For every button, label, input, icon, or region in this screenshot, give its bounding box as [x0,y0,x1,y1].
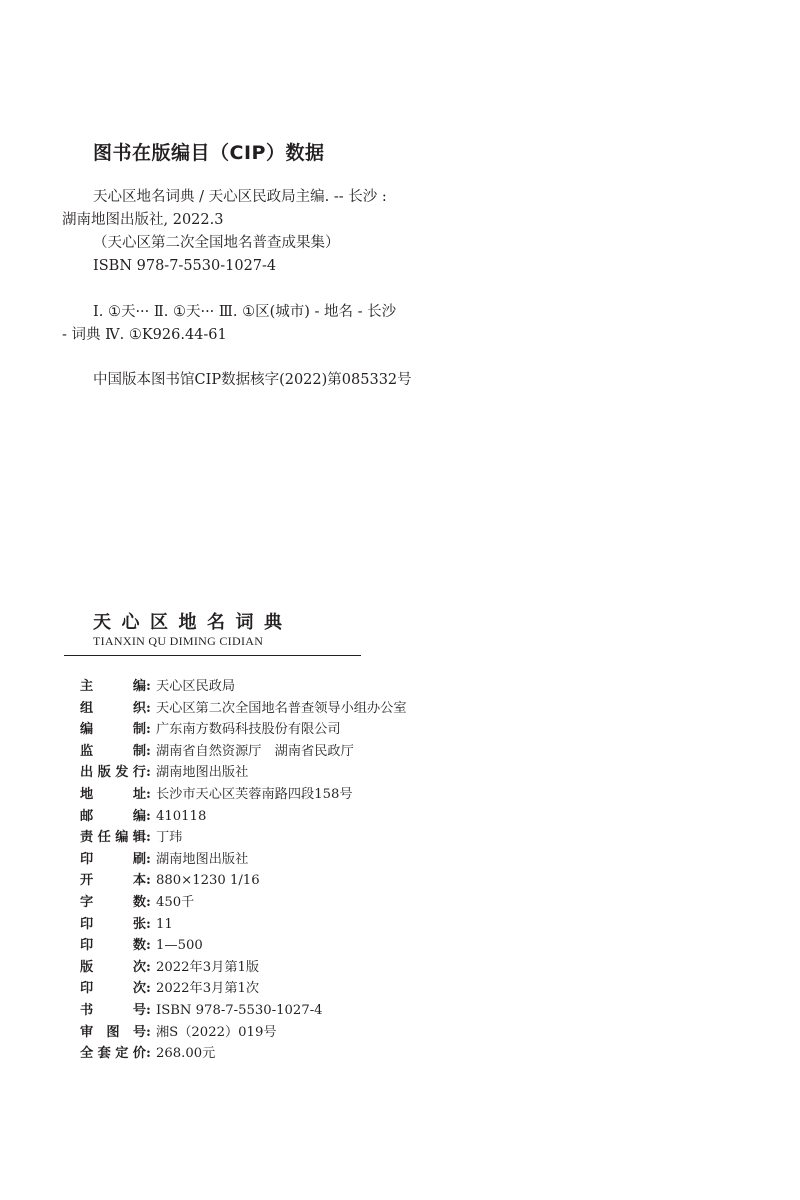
info-value: 广东南方数码科技股份有限公司 [156,722,341,738]
info-row [80,892,407,914]
info-value: 天心区民政局 [156,679,236,694]
info-value: 2022年3月第1版 [156,959,260,975]
info-value: 2022年3月第1次 [156,981,260,997]
info-row [80,870,407,892]
info-label: 印 刷 [80,851,146,867]
info-value: 丁玮 [156,830,183,846]
info-label: 审 图 号 [80,1024,146,1040]
info-value: ISBN 978-7-5530-1027-4 [156,1002,323,1018]
info-label: 组 织 [80,700,146,716]
info-label: 全 套 定 价 [80,1046,146,1062]
info-row [80,957,407,979]
info-value: 11 [156,916,173,932]
info-label: 印 数 [80,938,146,954]
info-colon: : [146,700,151,716]
info-value: 268.00元 [156,1046,216,1062]
info-label: 主 编 [80,679,146,694]
info-value: 长沙市天心区芙蓉南路四段158号 [156,786,353,802]
info-value: 880×1230 1/16 [156,873,260,889]
cip-record [62,186,462,392]
info-colon: : [146,938,151,954]
info-row [80,762,407,784]
info-label: 字 数 [80,894,146,910]
info-colon: : [146,722,151,738]
info-value: 天心区第二次全国地名普查领导小组办公室 [156,700,407,716]
info-label: 开 本 [80,873,146,889]
info-colon: : [146,959,151,975]
info-colon: : [146,894,151,910]
info-colon: : [146,786,151,802]
cip-subject-line: Ⅰ. ①天··· Ⅱ. ①天··· Ⅲ. ①区(城市) - 地名 - 长沙 [93,304,397,320]
info-value: 410118 [156,808,207,824]
info-colon: : [146,916,151,932]
info-colon: : [146,765,151,781]
info-label: 印 张 [80,916,146,932]
info-label: 出 版 发 行 [80,765,146,781]
publication-info-table [80,676,407,1065]
info-colon: : [146,830,151,846]
info-label: 责 任 编 辑 [80,830,146,846]
info-value: 湖南地图出版社 [156,765,249,781]
info-row [80,806,407,828]
book-title-pinyin: TIANXIN QU DIMING CIDIAN [93,634,264,648]
info-row [80,676,407,698]
info-colon: : [146,1002,151,1018]
info-value: 湖南地图出版社 [156,851,249,867]
info-colon: : [146,743,151,759]
info-label: 编 制 [80,722,146,738]
cip-title-line: 天心区地名词典 / 天心区民政局主编. -- 长沙 : [93,189,387,205]
info-label: 监 制 [80,743,146,759]
info-row [80,784,407,806]
info-row [80,1000,407,1022]
info-colon: : [146,981,151,997]
info-colon: : [146,808,151,824]
info-label: 地 址 [80,786,146,802]
cip-series-line: （天心区第二次全国地名普查成果集） [93,235,340,251]
info-value: 湘S（2022）019号 [156,1024,277,1040]
info-label: 邮 编 [80,808,146,824]
cip-classification-line: - 词典 Ⅳ. ①K926.44-61 [62,327,227,343]
info-colon: : [146,1046,151,1062]
cip-heading: 图书在版编目（CIP）数据 [93,142,325,164]
info-row [80,741,407,763]
info-label: 书 号 [80,1002,146,1018]
info-row [80,914,407,936]
info-row [80,827,407,849]
cip-isbn-line: ISBN 978-7-5530-1027-4 [93,258,277,274]
info-colon: : [146,873,151,889]
info-label: 印 次 [80,981,146,997]
divider-rule [64,655,361,656]
cip-approval-number: 中国版本图书馆CIP数据核字(2022)第085332号 [93,372,412,388]
book-title: 天心区地名词典 [93,612,293,633]
info-row [80,849,407,871]
info-label: 版 次 [80,959,146,975]
cip-publisher-line: 湖南地图出版社, 2022.3 [62,212,224,228]
info-value: 1—500 [156,938,203,954]
info-row [80,719,407,741]
info-row [80,1022,407,1044]
info-row [80,698,407,720]
info-row [80,1043,407,1065]
info-colon: : [146,851,151,867]
info-value: 湖南省自然资源厅 湖南省民政厅 [156,743,354,759]
info-value: 450千 [156,894,195,910]
info-row [80,935,407,957]
info-colon: : [146,679,151,694]
info-colon: : [146,1024,151,1040]
info-row [80,978,407,1000]
